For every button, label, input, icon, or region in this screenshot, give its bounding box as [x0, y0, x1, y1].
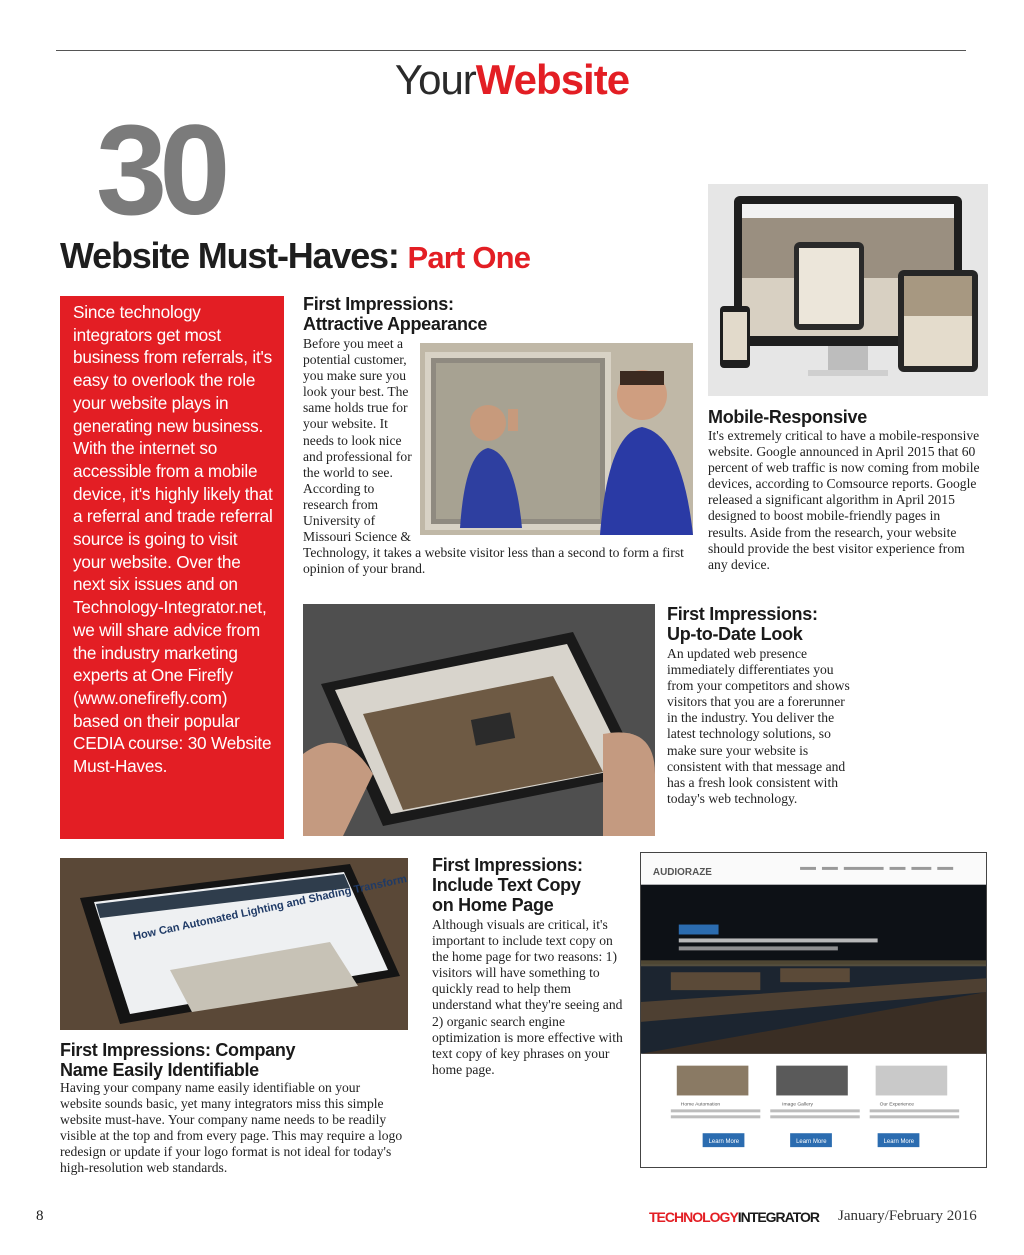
company-heading-line2: Name Easily Identifiable	[60, 1060, 259, 1080]
mobile-heading: Mobile-Responsive	[708, 407, 867, 427]
attractive-heading	[303, 294, 603, 334]
textcopy-heading-line1: First Impressions:	[432, 855, 583, 875]
audioraze-tile-2: Image Gallery	[782, 1102, 814, 1108]
section-title-bold: Website	[475, 56, 630, 103]
headline-main: Website Must-Haves:	[60, 235, 399, 276]
tablet-table-photo	[60, 858, 408, 1030]
headline-part: Part One	[407, 240, 531, 275]
textcopy-heading	[432, 855, 652, 915]
uptodate-body: An updated web presence immediately differentiates you from your competitors and shows visitors that you are a forerunner in the industry. You deliver the latest technology solutions, so make sure your website is consistent with that message and has a fresh look consistent with today's web technology.	[667, 646, 850, 806]
brand-integrator: INTEGRATOR	[737, 1209, 820, 1225]
section-title-light: Your	[394, 56, 476, 103]
audioraze-button-3: Learn More	[883, 1139, 915, 1146]
uptodate-heading-line1: First Impressions:	[667, 604, 818, 624]
top-rule	[56, 50, 966, 51]
textcopy-body: Although visuals are critical, it's important to include text copy on the home page for two reasons: 1) visitors will have something to quickly read to help them understand what they're seeing and 2) organic search engine optimization is more effective with text copy of key phrases on your home page.	[432, 917, 623, 1077]
attractive-heading-line1: First Impressions:	[303, 294, 454, 314]
attractive-heading-line2: Attractive Appearance	[303, 314, 488, 334]
audioraze-tile-3: Our Experience	[879, 1102, 915, 1108]
intro-text: Since technology integrators get most business from referrals, it's easy to overlook the role your website plays in generating new business. With the internet so accessible from a mobile device, it's highly likely that a referral and trade referral source is going to visit your website. Over the next six issues and on Technology-Integrator.net, we will share advice from the industry marketing experts at One Firefly (www.onefirefly.com) based on their popular CEDIA course: 30 Website Must-Haves.	[73, 302, 273, 777]
audioraze-logo: AUDIORAZE	[652, 866, 712, 878]
textcopy-heading-line2: Include Text Copy	[432, 875, 581, 895]
audioraze-button-1: Learn More	[708, 1139, 740, 1146]
issue-date: January/February 2016	[838, 1208, 977, 1224]
headline	[60, 232, 530, 282]
tablet-hands-photo	[303, 604, 655, 836]
company-heading-line1: First Impressions: Company	[60, 1040, 296, 1060]
company-heading	[60, 1040, 420, 1080]
intro-box	[60, 296, 284, 839]
audioraze-button-2: Learn More	[796, 1139, 827, 1146]
responsive-devices-photo	[708, 184, 988, 396]
attractive-article	[303, 336, 688, 577]
uptodate-heading-line2: Up-to-Date Look	[667, 624, 803, 644]
audioraze-website-screenshot	[640, 852, 987, 1168]
big-number: 30	[96, 99, 223, 242]
brand-technology: TECHNOLOGY	[649, 1209, 738, 1225]
page-number: 8	[36, 1208, 44, 1224]
publication-brand	[649, 1209, 819, 1225]
company-body: Having your company name easily identifiable on your website sounds basic, yet many integrators miss this simple website must-have. Your company name needs to be readily visible at the top and from every page. This may require a logo redesign or update if your logo format is not ideal for today's high-resolution web standards.	[60, 1080, 403, 1176]
textcopy-heading-line3: on Home Page	[432, 895, 554, 915]
uptodate-heading	[667, 604, 887, 644]
attractive-body: Before you meet a potential customer, you make sure you look your best. The same holds true for your website. It needs to look nice and professional for the world to see. According to research from University of Missouri Science & Technology, it takes a website visitor less than a second to form a first opinion of your brand.	[303, 336, 684, 577]
man-mirror-photo	[420, 343, 693, 535]
tablet-screen-headline: How Can Automated Lighting and Shading Transform	[132, 873, 408, 943]
audioraze-tile-1: Home Automation	[680, 1102, 721, 1108]
mobile-body: It's extremely critical to have a mobile-responsive website. Google announced in April 2015 that 60 percent of web traffic is now coming from mobile devices, according to Comsource reports. Google released a significant algorithm in April 2015 designed to boost mobile-friendly pages in results. Aside from the research, your website should provide the best visitor experience from any device.	[708, 428, 980, 572]
